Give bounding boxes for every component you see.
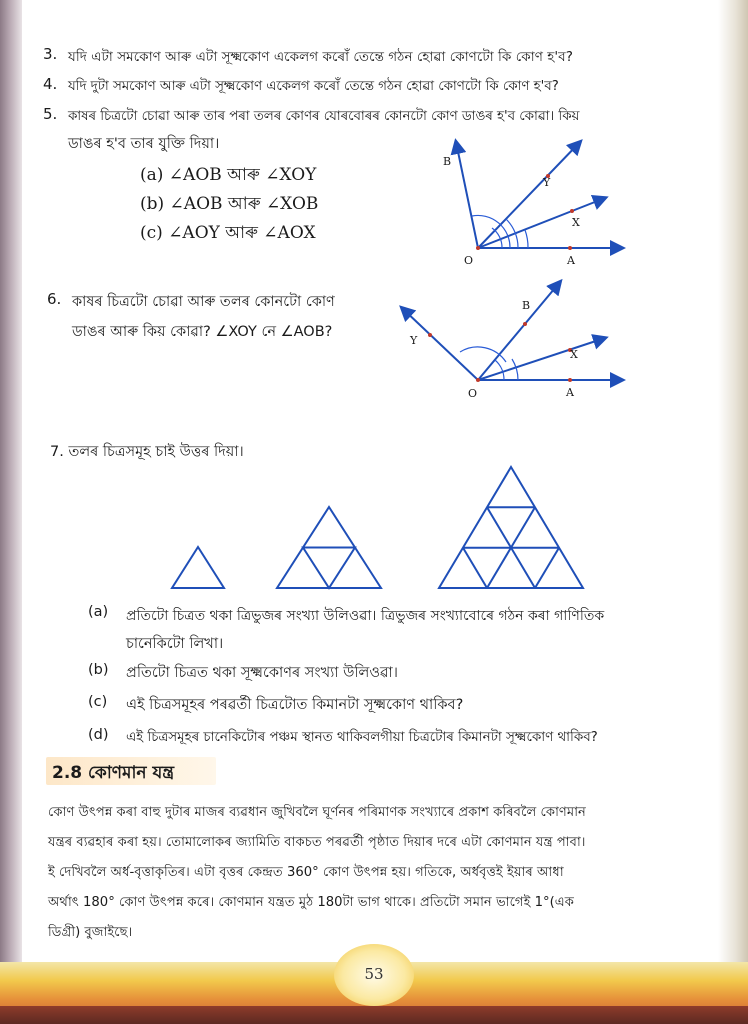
angle-arc-2 <box>506 219 518 248</box>
q5-label-a: A <box>567 254 575 267</box>
point-a <box>568 378 572 382</box>
ray-oy <box>478 142 580 248</box>
q6-label-o: O <box>468 387 478 400</box>
triangle-pattern-3 <box>437 465 585 590</box>
q3-text: যদি এটা সমকোণ আৰু এটা সূক্ষ্মকোণ একেলগ কৰোঁ তেন্তে গঠন হোৱা কোণটো কি কোণ হ'ব? <box>68 49 573 65</box>
q6-label-x: X <box>570 348 578 361</box>
section-paragraph-line-1: কোণ উৎপন্ন কৰা বাহু দুটাৰ মাজৰ ব্যৱধান জুখিবলৈ ঘূৰ্ণনৰ পৰিমাণক সংখ্যাৰে প্ৰকাশ কৰিবলৈ কোণমান <box>48 805 586 820</box>
q7a-text-line2: চানেকিটো লিখা। <box>126 636 224 652</box>
q6-text-line2: ডাঙৰ আৰু কিয় কোৱা? ∠XOY নে ∠AOB? <box>72 324 333 340</box>
angle-arc-2 <box>460 347 506 362</box>
q5-text-line2: ডাঙৰ হ'ব তাৰ যুক্তি দিয়া। <box>68 136 220 152</box>
q5-option-b: (b) ∠AOB আৰু ∠XOB <box>140 194 319 214</box>
q4-text: যদি দুটা সমকোণ আৰু এটা সূক্ষ্মকোণ একেলগ কৰোঁ তেন্তে গঠন হোৱা কোণটো কি কোণ হ'ব? <box>68 79 559 94</box>
q7c-label: (c) <box>88 694 108 710</box>
q7b-label: (b) <box>88 662 109 678</box>
q7a-label: (a) <box>88 604 109 620</box>
q6-number: 6. <box>47 290 62 308</box>
q6-angle-figure <box>400 280 630 390</box>
point-o <box>476 378 480 382</box>
q7b-text: প্ৰতিটো চিত্ৰত থকা সূক্ষ্মকোণৰ সংখ্যা উলিওৱা। <box>126 665 398 681</box>
section-paragraph-line-4: অৰ্থাৎ 180° কোণ উৎপন্ন কৰে। কোণমান যন্ত্ৰত মুঠ 180টা ভাগ থাকে। প্ৰতিটো সমান ভাগেই 1°(এক <box>48 895 575 910</box>
footer-dark-band <box>0 1006 748 1024</box>
q7d-label: (d) <box>88 727 109 743</box>
q5-option-c: (c) ∠AOY আৰু ∠AOX <box>140 223 316 243</box>
q5-number: 5. <box>43 105 58 123</box>
triangle-pattern-2 <box>275 505 383 590</box>
q5-option-a: (a) ∠AOB আৰু ∠XOY <box>140 165 317 185</box>
q6-label-y: Y <box>410 334 418 347</box>
q7-title: 7. তলৰ চিত্ৰসমূহ চাই উত্তৰ দিয়া। <box>50 444 244 460</box>
ray-ox <box>478 198 605 248</box>
q6-label-b: B <box>522 299 531 312</box>
section-paragraph-line-2: যন্ত্ৰৰ ব্যৱহাৰ কৰা হয়। তোমালোকৰ জ্যামিতি বাকচত পৰৱৰ্তী পৃষ্ঠাত দিয়াৰ দৰে এটা কোণমান যন্ত্ৰ পাবা। <box>48 835 586 850</box>
binding-shadow <box>0 0 22 1024</box>
page-number: 53 <box>364 965 384 983</box>
angle-arc-1 <box>525 230 528 248</box>
angle-arc-3 <box>495 360 504 380</box>
q6-label-a: A <box>566 386 574 399</box>
section-heading: 2.8 কোণমান যন্ত্ৰ <box>52 763 175 783</box>
point-b <box>523 322 527 326</box>
q7d-text: এই চিত্ৰসমূহৰ চানেকিটোৰ পঞ্চম স্থানত থাকিবলগীয়া চিত্ৰটোৰ কিমানটা সূক্ষ্মকোণ থাকিব? <box>126 730 598 745</box>
ray-ox <box>478 338 605 380</box>
ray-ob <box>478 282 560 380</box>
q5-label-y: Y <box>543 176 551 189</box>
q3-number: 3. <box>43 45 58 63</box>
q5-label-o: O <box>464 254 474 267</box>
ray-ob <box>456 142 478 248</box>
q5-label-b: B <box>443 155 452 168</box>
q7c-text: এই চিত্ৰসমূহৰ পৰৱৰ্তী চিত্ৰটোত কিমানটা সূক্ষ্মকোণ থাকিব? <box>126 697 464 713</box>
triangle-pattern-1 <box>170 545 226 590</box>
point-y <box>428 333 432 337</box>
q5-label-x: X <box>572 216 580 229</box>
q5-text-line1: কাষৰ চিত্ৰটো চোৱা আৰু তাৰ পৰা তলৰ কোণৰ যোৰবোৰৰ কোনটো কোণ ডাঙৰ হ'ব কোৱা। কিয় <box>68 109 580 124</box>
q6-text-line1: কাষৰ চিত্ৰটো চোৱা আৰু তলৰ কোনটো কোণ <box>72 294 335 310</box>
q7a-text-line1: প্ৰতিটো চিত্ৰত থকা ত্ৰিভুজৰ সংখ্যা উলিওৱা। ত্ৰিভুজৰ সংখ্যাবোৰে গঠন কৰা গাণিতিক <box>126 608 605 624</box>
point-x <box>570 209 574 213</box>
page-edge-shade <box>718 0 748 1024</box>
point-o <box>476 246 480 250</box>
section-paragraph-line-3: ই দেখিবলৈ অৰ্ধ-বৃত্তাকৃতিৰ। এটা বৃত্তৰ কেন্দ্ৰত 360° কোণ উৎপন্ন হয়। গতিকে, অৰ্ধবৃত্তই ইয়াৰ আধা <box>48 865 564 880</box>
section-paragraph-line-5: ডিগ্ৰী) বুজাইছে। <box>48 925 133 940</box>
q4-number: 4. <box>43 75 58 93</box>
point-a <box>568 246 572 250</box>
q5-angle-figure <box>430 140 630 270</box>
